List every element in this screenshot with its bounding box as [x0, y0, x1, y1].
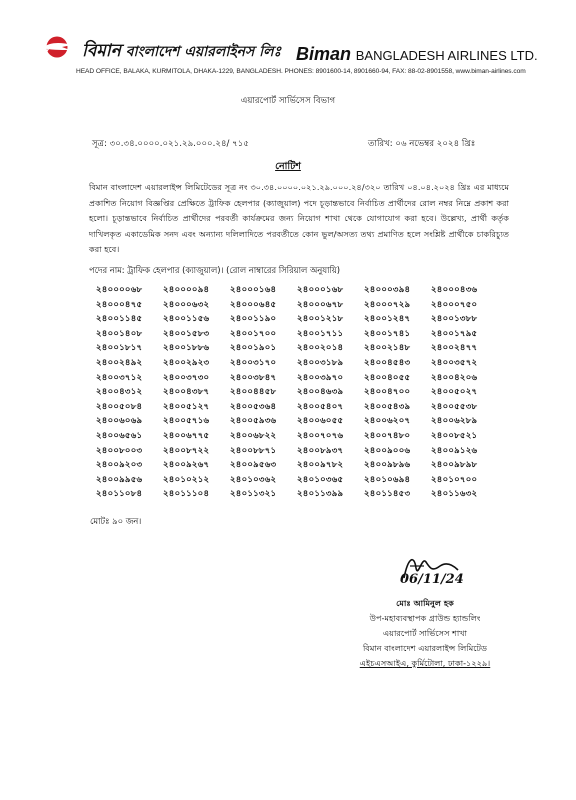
roll-number: ২৪০০৯১২৬	[431, 445, 478, 456]
signature-date: 06/11/24	[400, 572, 464, 587]
roll-number: ২৪০০৪৭০০	[364, 387, 411, 398]
roll-number: ২৪০০৬৭৭৫	[163, 430, 210, 441]
roll-number: ২৪০০৫৪৩৯	[364, 401, 411, 412]
roll-number: ২৪০০০০৯৪	[163, 285, 210, 295]
roll-number: ২৪০০৬৮২২	[230, 430, 277, 441]
roll-number: ২৪০০৫৩৬৪	[230, 401, 277, 412]
roll-number: ২৪০০৩৯৭০	[297, 372, 344, 383]
roll-number: ২৪০০২০১৪	[297, 343, 344, 354]
notice-title: নোটিশ	[275, 161, 301, 172]
roll-number: ২৪০০৫৫৩৮	[431, 401, 478, 412]
roll-number: ২৪০০৯৫৬৩	[230, 460, 277, 471]
roll-number: ২৪০০৩৫৭২	[431, 357, 478, 368]
roll-number: ২৪০০১১৪৫	[96, 314, 143, 325]
roll-number: ২৪০০০০৬৮	[96, 285, 143, 295]
notice-date: তারিখ: ০৬ নভেম্বর ২০২৪ খ্রিঃ	[368, 139, 476, 149]
roll-number: ২৪০০১৮১৭	[96, 343, 143, 354]
notice-body: বিমান বাংলাদেশ এয়ারলাইন্স লিমিটেডের সূত্র নং ৩০.৩৪.০০০০.০২১.২৯.০০০.২৪/৩২০ তারিখ ০৪.০৪.২০২৪ খ্রিঃ এর মাধ্যমে প্রকাশিত নিয়োগ বিজ্ঞপ্তির প্রেক্ষিতে ট্রাফিক হেলপার (ক্যাজুয়াল) পদে চূড়ান্তভাবে নির্বাচিত প্রার্থীদের রোল নম্বর নিম্নে প্রকাশ করা হলো। চূড়ান্তভাবে নির্বাচিত প্রার্থীদের পরবর্তী কার্যক্রমের জন্য নিয়োগ শাখা থেকে যোগাযোগ করা হবে। উল্লেখ্য, প্রার্থী কর্তৃক দাখিলকৃত একাডেমিক সনদ এবং অন্যান্য দলিলাদিতে পরবর্তীতে কোন ভুল/অসত্য তথ্য প্রমাণিত হলে সংশ্লিষ্ট প্রার্থীকে চাকরিচ্যুত করা হবে।	[89, 182, 509, 254]
roll-number: ২৪০০১৫৮৩	[163, 328, 210, 339]
roll-number: ২৪০০০১৬৮	[297, 285, 344, 295]
roll-number: ২৪০০৮০০৩	[96, 445, 143, 456]
roll-number: ২৪০০৭০৭৬	[297, 430, 344, 441]
english-company-name: Biman BANGLADESH AIRLINES LTD.	[296, 44, 538, 64]
roll-number: ২৪০০৮৯৩৭	[297, 445, 344, 456]
roll-number: ২৪০০২৯২৩	[163, 357, 210, 368]
roll-number: ২৪০০১৭১১	[297, 328, 344, 339]
bangla-company-name: বিমান বাংলাদেশ এয়ারলাইনস লিঃ	[82, 41, 282, 61]
roll-number: ২৪০১১৪৫৩	[364, 489, 411, 500]
roll-number: ২৪০০৪৬৩৯	[297, 387, 344, 398]
roll-number: ২৪০১১০৮৪	[96, 489, 143, 500]
total-count: মোটঃ ৯০ জন।	[90, 516, 142, 526]
roll-number: ২৪০০৯৮৯৬	[364, 460, 411, 471]
roll-number: ২৪০০৫০২৭	[431, 387, 478, 398]
roll-number: ২৪০০৮৮৭১	[230, 445, 277, 456]
roll-number: ২৪০০৫১২৭	[163, 401, 210, 412]
biman-stork-logo-icon	[40, 36, 74, 58]
head-office-address: HEAD OFFICE, BALAKA, KURMITOLA, DHAKA-1229, BANGLADESH. PHONES: 8901600-14, 8901660-94, FAX: 88-02-8901558, www.biman-airlines.com	[76, 68, 526, 75]
roll-number: ২৪০০৫৯৩৬	[230, 416, 277, 427]
roll-number: ২৪০১০৩৬৫	[297, 474, 344, 485]
roll-number: ২৪০০৪০৫৫	[364, 372, 411, 383]
roll-number: ২৪০০৩১৮৯	[297, 357, 344, 368]
roll-number: ২৪০১১৩৯৯	[297, 489, 344, 500]
roll-number: ২৪০০৪৩৮৭	[163, 387, 210, 398]
roll-number: ২৪০০৩৭১২	[96, 372, 143, 383]
roll-number: ২৪০০০৬৩২	[163, 299, 210, 310]
roll-number: ২৪০০৩১৭০	[230, 357, 277, 368]
roll-number: ২৪০০২৪৯২	[96, 357, 143, 368]
roll-number: ২৪০০৯২৬৭	[163, 460, 210, 471]
roll-number: ২৪০০০৬৭৮	[297, 299, 344, 310]
signatory-company: বিমান বাংলাদেশ এয়ারলাইন্স লিমিটেড	[362, 643, 488, 653]
roll-number: ২৪০০৬৫৬১	[96, 430, 143, 441]
roll-number: ২৪০০২৪৭৭	[431, 343, 478, 354]
roll-number: ২৪০০৬০৫৫	[297, 416, 344, 427]
post-name-line: পদের নাম: ট্রাফিক হেলপার (ক্যাজুয়াল)। (রোল নাম্বারের সিরিয়াল অনুযায়ি)	[89, 265, 341, 275]
roll-number: ২৪০০১৮৮৬	[163, 343, 210, 354]
department-heading: এয়ারপোর্ট সার্ভিসেস বিভাগ	[240, 96, 336, 106]
roll-number: ২৪০০১৭৪১	[364, 328, 411, 339]
roll-number: ২৪০০৬২৮৯	[431, 416, 478, 427]
roll-number: ২৪০০১৪০৮	[96, 328, 143, 339]
roll-number: ২৪০০১২৪৭	[364, 314, 411, 325]
roll-number: ২৪০০০৪৩৬	[431, 285, 478, 295]
roll-number: ২৪০০৯৮৯৮	[431, 460, 478, 471]
roll-number: ২৪০০১৭৯৫	[431, 328, 478, 339]
roll-number: ২৪০০৩৭৩০	[163, 372, 210, 383]
roll-number: ২৪০০৬০৬৯	[96, 416, 143, 427]
roll-number: ২৪০০৩৮৪৭	[230, 372, 277, 383]
roll-number: ২৪০০১৭০০	[230, 328, 277, 339]
roll-number: ২৪০০০৭৫০	[431, 299, 478, 310]
roll-number-grid	[96, 283, 536, 502]
roll-number: ২৪০০১১৫৬	[163, 314, 210, 325]
roll-number: ২৪০১০৬৯৪	[364, 474, 411, 485]
signatory-block	[320, 596, 530, 671]
roll-number: ২৪০০৯২০৩	[96, 460, 143, 471]
roll-number: ২৪০০৫৪০৭	[297, 401, 344, 412]
roll-number: ২৪০০০১৬৪	[230, 285, 277, 295]
roll-number: ২৪০০৫৭১৬	[163, 416, 210, 427]
roll-number: ২৪০০৯৯৫৬	[96, 474, 143, 485]
roll-number: ২৪০০৬২০৭	[364, 416, 411, 427]
roll-number: ২৪০১০৭০০	[431, 474, 478, 485]
roll-number: ২৪০০৪৩১২	[96, 387, 143, 398]
roll-number: ২৪০১১৩২১	[230, 489, 277, 500]
roll-number: ২৪০০২১৪৮	[364, 343, 411, 354]
roll-number: ২৪০০০৪৭৫	[96, 299, 143, 310]
roll-number: ২৪০০১১৯০	[230, 314, 277, 325]
roll-number: ২৪০০৫০৮৪	[96, 401, 143, 412]
roll-number: ২৪০১১১০৪	[163, 489, 210, 500]
signatory-branch: এয়ারপোর্ট সার্ভিসেস শাখা	[382, 628, 468, 638]
roll-number: ২৪০১০২১২	[163, 474, 210, 485]
roll-number: ২৪০১০৩৬২	[230, 474, 277, 485]
roll-number: ২৪০০০৩৯৪	[364, 285, 411, 295]
roll-number: ২৪০০১২১৮	[297, 314, 344, 325]
roll-number: ২৪০০৮৭২২	[163, 445, 210, 456]
roll-number: ২৪০০৮৫২১	[431, 430, 478, 441]
roll-number: ২৪০০৯৭৮২	[297, 460, 344, 471]
roll-number: ২৪০০০৬৪৫	[230, 299, 277, 310]
roll-number: ২৪০০০৭২৯	[364, 299, 411, 310]
reference-number: সূত্র: ৩০.৩৪.০০০০.০২১.২৯.০০০.২৪/ ৭১৫	[92, 139, 249, 149]
roll-number: ২৪০০৭৪৮০	[364, 430, 411, 441]
roll-number: ২৪০০৯০০৬	[364, 445, 411, 456]
roll-number: ২৪০১১৬৩২	[431, 489, 478, 500]
roll-number: ২৪০০৪২০৬	[431, 372, 478, 383]
roll-number: ২৪০০১৯০১	[230, 343, 277, 354]
roll-number: ২৪০০৪৪৫৮	[230, 387, 277, 398]
roll-number: ২৪০০১৩৮৮	[431, 314, 478, 325]
roll-number: ২৪০০৪৫৪৩	[364, 357, 411, 368]
signatory-address: এইচএসআইএ, কুর্মিটোলা, ঢাকা-১২২৯।	[359, 658, 491, 668]
signatory-name: মোঃ আমিনুল হক	[396, 598, 454, 608]
signatory-designation: উপ-মহাব্যবস্থাপক গ্রাউন্ড হ্যান্ডলিং	[369, 613, 481, 623]
